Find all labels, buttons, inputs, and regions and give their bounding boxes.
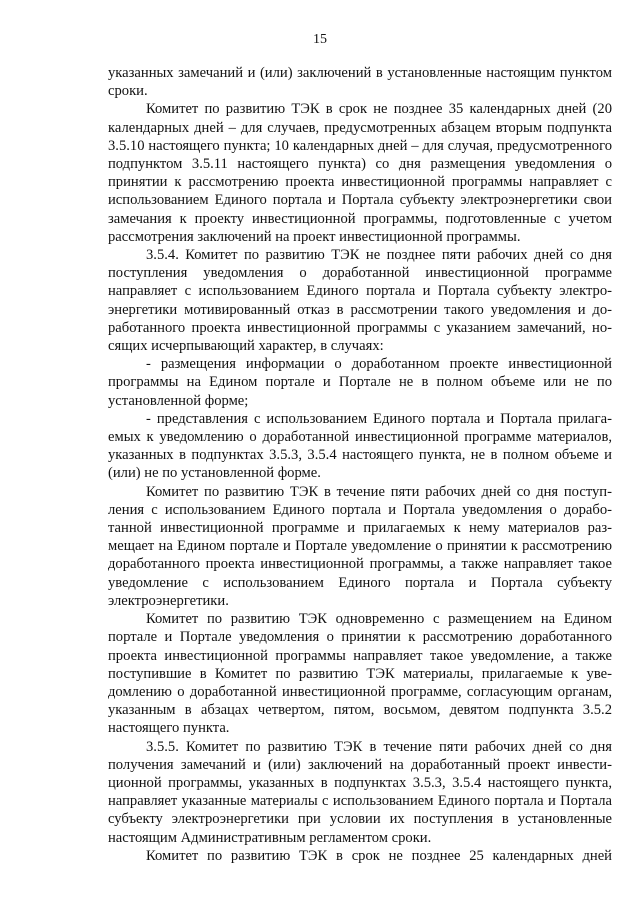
paragraph-3-5-4: 3.5.4. Комитет по развитию ТЭК не позднее пяти рабочих дней со дня поступления уведомления о доработанной инвестиционной программе направляет с использованием Единого портала и Портала субъекту электроэнергетики мотивированный отказ в рассмотрении такого уведомления и доработанного проекта инвестиционной программы с указанием замечаний, носящих исчерпывающий характер, в случаях: (108, 247, 612, 355)
paragraph-bullet-incomplete-info: - размещения информации о доработанном проекте инвестиционной программы на Едином портале и Портале не в полном объеме или не по установленной форме; (108, 356, 612, 409)
page-number: 15 (313, 32, 327, 47)
paragraph-committee-deadline-35-days: Комитет по развитию ТЭК в срок не позднее 35 календарных дней (20 календарных дней – для случаев, предусмотренных абзацем вторым подпункта 3.5.10 настоящего пункта; 10 календарных дней – для случая, предусмотренного подпунктом 3.5.11 настоящего пункта) со дня размещения уведомления о принятии к рассмотрению проекта инвестиционной программы направляет с использованием Единого портала и Портала субъекту электроэнергетики свои замечания к проекту инвестиционной программы, подготовленные с учетом рассмотрения заключений на проект инвестиционной программы. (108, 101, 612, 245)
paragraph-committee-deadline-25-days: Комитет по развитию ТЭК в срок не позднее 25 календарных дней (146, 847, 612, 864)
paragraph-continuation: указанных замечаний и (или) заключений в установленные настоящим пунктом сроки. (108, 65, 612, 100)
paragraph-committee-five-days-notice: Комитет по развитию ТЭК в течение пяти рабочих дней со дня поступления с использованием Единого портала и Портала уведомления о доработанной инвестиционной программе и прилагаемых к нему материалов размещает на Едином портале и Портале уведомление о принятии к рассмотрению доработанного проекта инвестиционной программы, а также направляет такое уведомление с использованием Единого портала и Портала субъекту электроэнергетики. (108, 483, 612, 609)
paragraph-bullet-incomplete-materials: - представления с использованием Единого портала и Портала прилагаемых к уведомлению о доработанной инвестиционной программе материалов, указанных в подпунктах 3.5.3, 3.5.4 настоящего пункта, не в полном объеме и (или) не по установленной форме. (108, 410, 612, 482)
paragraph-3-5-5: 3.5.5. Комитет по развитию ТЭК в течение пяти рабочих дней со дня получения замечаний и (или) заключений на доработанный проект инвестиционной программы, указанных в подпунктах 3.5.3, 3.5.4 настоящего пункта, направляет указанные материалы с использованием Единого портала и Портала субъекту электроэнергетики при условии их поступления в установленные настоящим Административным регламентом сроки. (108, 738, 612, 846)
document-body (108, 64, 612, 865)
paragraph-committee-simultaneous-notice: Комитет по развитию ТЭК одновременно с размещением на Едином портале и Портале уведомления о принятии к рассмотрению доработанного проекта инвестиционной программы направляет такое уведомление, а также поступившие в Комитет по развитию ТЭК материалы, прилагаемые к уведомлению о доработанной инвестиционной программе, согласующим органам, указанным в абзацах четвертом, пятом, восьмом, девятом подпункта 3.5.2 настоящего пункта. (108, 611, 612, 737)
